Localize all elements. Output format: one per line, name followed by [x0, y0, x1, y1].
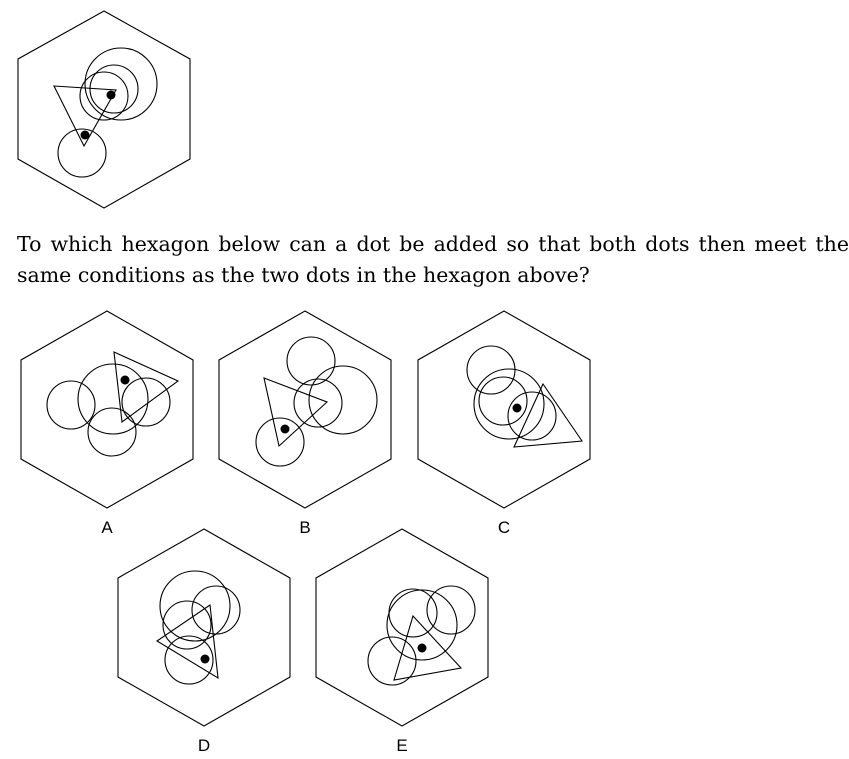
option-e-dot: [418, 644, 427, 653]
option-b-circle-2: [309, 366, 377, 434]
option-c-circle-1: [467, 346, 515, 394]
option-d-outline: [118, 529, 290, 726]
option-c-label[interactable]: C: [497, 518, 511, 537]
option-b-label[interactable]: B: [299, 518, 311, 537]
option-b-hexagon[interactable]: [219, 311, 391, 508]
option-e-circle-3: [427, 586, 475, 634]
option-c-circle-3: [479, 377, 527, 425]
option-a-circle-2: [78, 364, 148, 434]
option-b-dot: [281, 425, 290, 434]
option-b-circle-4: [256, 418, 304, 466]
option-a-dot: [121, 376, 130, 385]
example-hexagon-outline: [18, 11, 190, 208]
example-dot-1: [107, 91, 116, 100]
option-d-circle-1: [160, 571, 230, 641]
option-b-outline: [219, 311, 391, 508]
option-a-hexagon[interactable]: [21, 311, 193, 508]
question-text: To which hexagon below can a dot be added so that both dots then meet the same conditions as the two dots in the hexagon above?: [17, 232, 849, 287]
option-e-hexagon[interactable]: [316, 529, 488, 726]
option-e-outline: [316, 529, 488, 726]
option-b-circle-1: [287, 337, 335, 385]
option-e-circle-2: [389, 589, 437, 637]
option-d-circle-3: [192, 586, 240, 634]
example-circle-1: [85, 48, 157, 120]
option-c-hexagon[interactable]: [418, 311, 590, 508]
option-c-circle-4: [508, 392, 556, 440]
option-d-dot: [201, 655, 210, 664]
option-c-dot: [513, 404, 522, 413]
example-hexagon: [18, 11, 190, 208]
option-a-circle-4: [88, 408, 136, 456]
option-c-outline: [418, 311, 590, 508]
option-b-circle-3: [294, 379, 342, 427]
option-e-label[interactable]: E: [396, 736, 408, 755]
option-d-hexagon[interactable]: [118, 529, 290, 726]
option-d-label[interactable]: D: [197, 736, 211, 755]
option-e-triangle: [394, 616, 461, 680]
option-a-circle-3: [122, 378, 170, 426]
example-dot-2: [81, 131, 90, 140]
option-a-outline: [21, 311, 193, 508]
option-a-circle-1: [47, 381, 95, 429]
option-a-label[interactable]: A: [101, 518, 113, 537]
